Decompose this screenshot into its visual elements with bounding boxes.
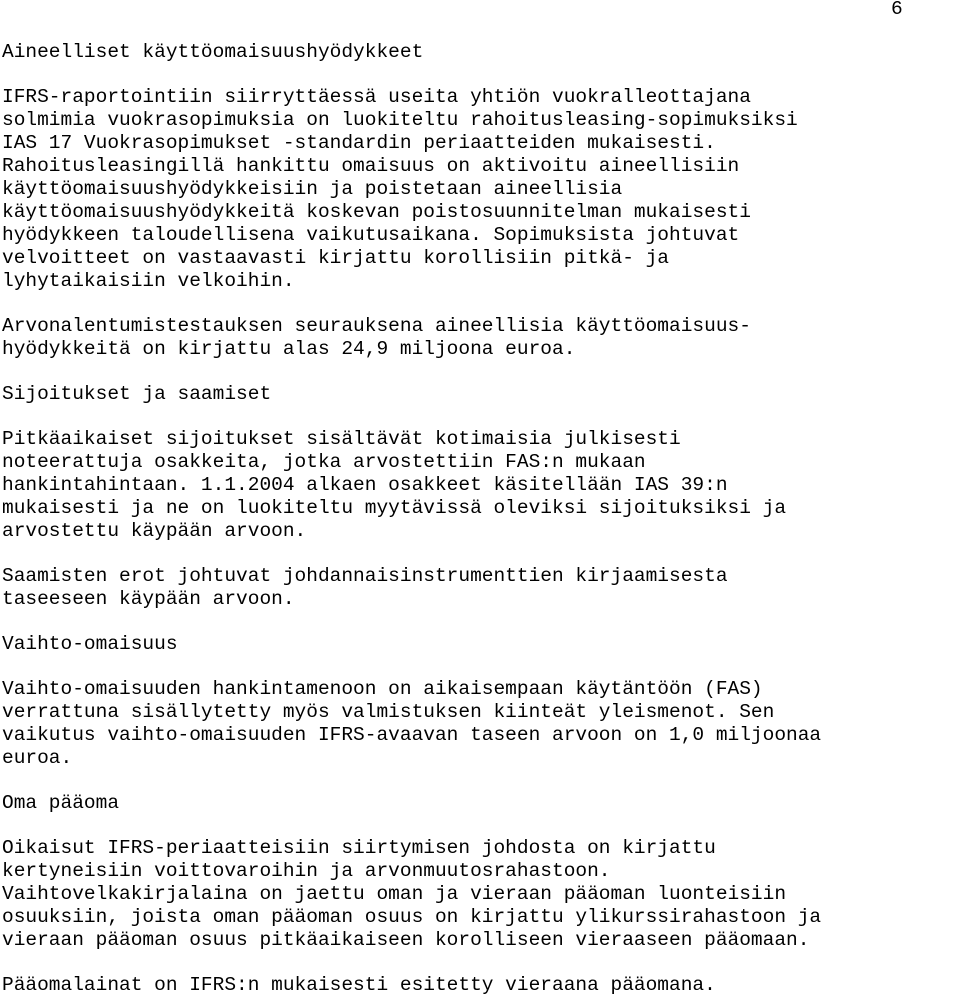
- paragraph-equity-adjustments: [2, 837, 958, 952]
- text-line: Saamisten erot johtuvat johdannaisinstrumenttien kirjaamisesta: [2, 565, 728, 587]
- text-line: vieraan pääoman osuus pitkäaikaiseen korolliseen vieraaseen pääomaan.: [2, 929, 810, 951]
- section-heading-equity: Oma pääoma: [2, 792, 120, 814]
- text-line: lyhytaikaisiin velkoihin.: [2, 270, 295, 292]
- page-number: 6: [891, 0, 903, 20]
- text-line: taseeseen käypään arvoon.: [2, 588, 295, 610]
- text-line: solmimia vuokrasopimuksia on luokiteltu rahoitusleasing-sopimuksiksi: [2, 109, 798, 131]
- section-heading-investments: Sijoitukset ja saamiset: [2, 383, 272, 405]
- spacer: [2, 611, 958, 633]
- text-line: kertyneisiin voittovaroihin ja arvonmuutosrahastoon.: [2, 860, 611, 882]
- text-line: Vaihto-omaisuuden hankintamenoon on aikaisempaan käytäntöön (FAS): [2, 678, 763, 700]
- text-line: Rahoitusleasingillä hankittu omaisuus on aktivoitu aineellisiin: [2, 155, 740, 177]
- text-line: mukaisesti ja ne on luokiteltu myytävissä oleviksi sijoituksiksi ja: [2, 497, 787, 519]
- document-body: [2, 41, 958, 997]
- paragraph-leasing: [2, 86, 958, 293]
- text-line: hyödykkeen taloudellisena vaikutusaikana. Sopimuksista johtuvat: [2, 224, 740, 246]
- spacer: [2, 64, 958, 86]
- text-line: arvostettu käypään arvoon.: [2, 520, 307, 542]
- paragraph-inventory: [2, 678, 958, 770]
- text-line: hyödykkeitä on kirjattu alas 24,9 miljoona euroa.: [2, 338, 576, 360]
- text-line: IAS 17 Vuokrasopimukset -standardin periaatteiden mukaisesti.: [2, 132, 716, 154]
- text-line: verrattuna sisällytetty myös valmistuksen kiinteät yleismenot. Sen: [2, 701, 775, 723]
- text-line: velvoitteet on vastaavasti kirjattu korollisiin pitkä- ja: [2, 247, 670, 269]
- paragraph-impairment: [2, 315, 958, 361]
- text-line: vaikutus vaihto-omaisuuden IFRS-avaavan taseen arvoon on 1,0 miljoonaa: [2, 724, 822, 746]
- text-line: Vaihtovelkakirjalaina on jaettu oman ja vieraan pääoman luonteisiin: [2, 883, 787, 905]
- spacer: [2, 952, 958, 974]
- text-line: Arvonalentumistestauksen seurauksena aineellisia käyttöomaisuus-: [2, 315, 751, 337]
- spacer: [2, 293, 958, 315]
- spacer: [2, 770, 958, 792]
- text-line: noteerattuja osakkeita, jotka arvostettiin FAS:n mukaan: [2, 451, 646, 473]
- spacer: [2, 656, 958, 678]
- text-line: osuuksiin, joista oman pääoman osuus on kirjattu ylikurssirahastoon ja: [2, 906, 822, 928]
- text-line: käyttöomaisuushyödykkeitä koskevan poistosuunnitelman mukaisesti: [2, 201, 751, 223]
- section-heading-tangible-assets: Aineelliset käyttöomaisuushyödykkeet: [2, 41, 424, 63]
- paragraph-receivables: [2, 565, 958, 611]
- text-line: Pitkäaikaiset sijoitukset sisältävät kotimaisia julkisesti: [2, 428, 681, 450]
- text-line: käyttöomaisuushyödykkeisiin ja poistetaan aineellisia: [2, 178, 623, 200]
- text-line: euroa.: [2, 747, 73, 769]
- section-heading-inventory: Vaihto-omaisuus: [2, 633, 178, 655]
- spacer: [2, 406, 958, 428]
- paragraph-capital-loans: [2, 974, 958, 997]
- spacer: [2, 815, 958, 837]
- text-line: hankintahintaan. 1.1.2004 alkaen osakkeet käsitellään IAS 39:n: [2, 474, 728, 496]
- text-line: Oikaisut IFRS-periaatteisiin siirtymisen johdosta on kirjattu: [2, 837, 716, 859]
- paragraph-long-term-investments: [2, 428, 958, 543]
- text-line: IFRS-raportointiin siirryttäessä useita yhtiön vuokralleottajana: [2, 86, 751, 108]
- spacer: [2, 361, 958, 383]
- spacer: [2, 543, 958, 565]
- text-line: Pääomalainat on IFRS:n mukaisesti esitetty vieraana pääomana.: [2, 974, 716, 996]
